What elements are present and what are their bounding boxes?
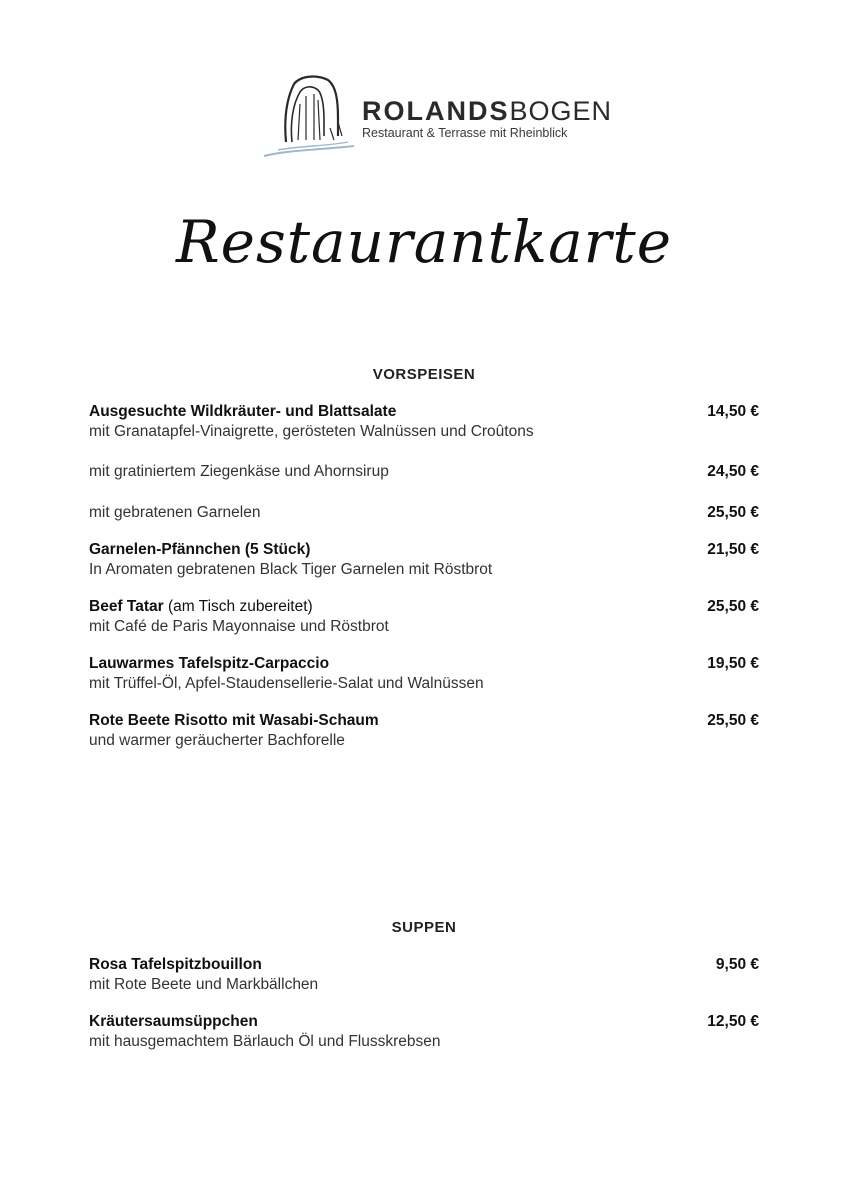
item-price: 21,50 € <box>707 541 759 558</box>
menu-item <box>89 462 759 482</box>
item-description: mit Café de Paris Mayonnaise und Röstbrot <box>89 618 389 635</box>
item-description: In Aromaten gebratenen Black Tiger Garnelen mit Röstbrot <box>89 561 493 578</box>
item-price: 25,50 € <box>707 504 759 521</box>
item-price: 25,50 € <box>707 712 759 729</box>
item-description: und warmer geräucherter Bachforelle <box>89 732 345 749</box>
item-name: Rote Beete Risotto mit Wasabi-Schaum <box>89 712 379 729</box>
menu-item <box>89 955 759 995</box>
item-price: 14,50 € <box>707 403 759 420</box>
item-name: Beef Tatar (am Tisch zubereitet) <box>89 598 313 615</box>
item-description: mit Trüffel-Öl, Apfel-Staudensellerie-Salat und Walnüssen <box>89 675 484 692</box>
arch-logo-icon <box>258 70 358 165</box>
item-description: mit hausgemachtem Bärlauch Öl und Flusskrebsen <box>89 1033 441 1050</box>
item-description: mit gratiniertem Ziegenkäse und Ahornsirup <box>89 463 389 480</box>
item-description: mit Rote Beete und Markbällchen <box>89 976 319 993</box>
item-price: 19,50 € <box>707 655 759 672</box>
item-name: Lauwarmes Tafelspitz-Carpaccio <box>89 655 330 672</box>
brand-tagline: Restaurant & Terrasse mit Rheinblick <box>362 126 568 140</box>
item-description: mit Granatapfel-Vinaigrette, gerösteten Walnüssen und Croûtons <box>89 423 534 440</box>
menu-item <box>89 540 759 580</box>
menu-item <box>89 597 759 637</box>
page-title: Restaurantkarte <box>175 208 673 276</box>
menu-item <box>89 402 759 442</box>
brand-name: ROLANDSBOGEN <box>362 96 613 126</box>
item-name: Ausgesuchte Wildkräuter- und Blattsalate <box>89 403 397 420</box>
menu-item <box>89 711 759 751</box>
section-heading-vorspeisen: VORSPEISEN <box>372 366 476 383</box>
item-name: Kräutersaumsüppchen <box>89 1013 258 1030</box>
item-name: Rosa Tafelspitzbouillon <box>89 956 262 973</box>
item-price: 24,50 € <box>707 463 759 480</box>
section-heading-suppen: SUPPEN <box>391 919 457 936</box>
item-description: mit gebratenen Garnelen <box>89 504 261 521</box>
item-price: 12,50 € <box>707 1013 759 1030</box>
menu-item <box>89 654 759 694</box>
item-name: Garnelen-Pfännchen (5 Stück) <box>89 541 311 558</box>
item-price: 9,50 € <box>715 956 759 973</box>
item-price: 25,50 € <box>707 598 759 615</box>
restaurant-logo <box>258 70 613 165</box>
menu-item <box>89 1012 759 1052</box>
item-note: (am Tisch zubereitet) <box>163 598 313 615</box>
menu-item <box>89 503 759 523</box>
